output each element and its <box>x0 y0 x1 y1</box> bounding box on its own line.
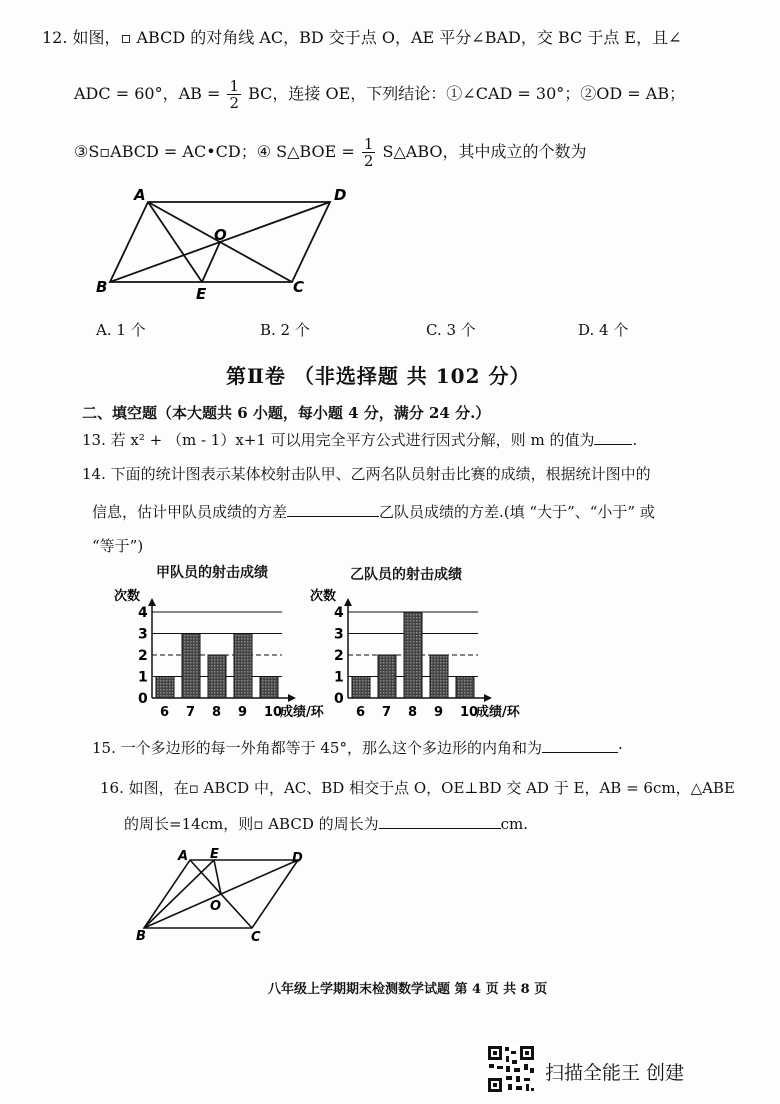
label-E-2: E <box>210 848 219 862</box>
bar <box>430 655 448 698</box>
chart-yi-title: 乙队员的射击成绩 <box>350 567 462 583</box>
x-tick-label: 8 <box>212 705 222 720</box>
q16-blank <box>379 814 501 829</box>
q15-end: · <box>617 739 623 757</box>
q14-line1: 14. 下面的统计图表示某体校射击队甲、乙两名队员射击比赛的成绩，根据统计图中的 <box>82 465 651 483</box>
label-D-2: D <box>292 851 303 866</box>
label-C-2: C <box>251 930 261 945</box>
bar <box>260 677 278 699</box>
bar <box>378 655 396 698</box>
segment-be <box>144 860 214 928</box>
q12-line3a: ③S▫ABCD = AC•CD；④ S△BOE = <box>74 142 355 161</box>
bar <box>352 677 370 699</box>
q16-line1: 16. 如图，在▫ ABCD 中，AC、BD 相交于点 O，OE⊥BD 交 AD 于 E，AB = 6cm，△ABE <box>100 779 735 797</box>
fraction-half-2: $\frac{1}{2}$ <box>363 135 374 170</box>
x-tick-label: 9 <box>238 705 248 720</box>
bar <box>156 677 174 699</box>
bar <box>208 655 226 698</box>
bar <box>456 677 474 699</box>
q12-parallelogram-figure <box>90 180 370 305</box>
option-d: D. 4 个 <box>578 321 629 339</box>
y-tick-label: 2 <box>334 648 344 664</box>
x-tick-label: 7 <box>186 705 196 720</box>
q12-line3 <box>74 136 587 169</box>
label-C: C <box>293 278 305 296</box>
y-tick-label: 3 <box>138 626 148 643</box>
q15-text: 15. 一个多边形的每一外角都等于 45°，那么这个多边形的内角和为 <box>92 739 542 757</box>
part2-title: 第Ⅱ卷 （非选择题 共 102 分） <box>226 364 531 388</box>
label-O-2: O <box>210 899 222 914</box>
y-tick-label: 4 <box>334 605 344 621</box>
q16-parallelogram-figure <box>132 848 312 948</box>
label-B-2: B <box>136 929 146 944</box>
x-tick-label: 10 <box>460 705 479 720</box>
x-axis-label: 成绩/环 <box>280 705 324 720</box>
q14-line3: “等于”) <box>92 537 144 555</box>
q12-line2a: ADC = 60°，AB = <box>74 84 221 103</box>
y-tick-label: 3 <box>334 626 344 643</box>
segment-ae <box>148 202 202 282</box>
q16-line2b: cm. <box>500 815 529 833</box>
label-O: O <box>214 226 227 244</box>
q15-blank <box>542 738 618 753</box>
q12-line1: 12. 如图，▫ ABCD 的对角线 AC，BD 交于点 O，AE 平分∠BAD，交 BC 于点 E，且∠ <box>42 28 682 47</box>
qr-code-icon <box>486 1044 536 1094</box>
q13 <box>82 430 637 450</box>
y-tick-label: 1 <box>334 669 344 686</box>
x-tick-label: 6 <box>160 705 170 720</box>
bar <box>234 634 252 699</box>
x-axis-label: 成绩/环 <box>476 705 520 720</box>
y-axis-arrow <box>344 598 352 606</box>
y-axis-label: 次数 <box>310 589 337 604</box>
q14-line2a: 信息，估计甲队员成绩的方差 <box>92 503 288 521</box>
chart-jia-title: 甲队员的射击成绩 <box>156 565 268 581</box>
x-tick-label: 8 <box>408 705 418 720</box>
x-tick-label: 10 <box>264 705 283 720</box>
chart-yi <box>308 584 530 720</box>
q14-blank <box>287 502 379 517</box>
q12-line2 <box>74 78 685 111</box>
y-tick-label: 0 <box>138 691 148 707</box>
q13-text: 13. 若 x² + （m - 1）x+1 可以用完全平方公式进行因式分解，则 m 的值为 <box>82 431 595 449</box>
label-B: B <box>96 278 108 296</box>
label-A: A <box>134 186 146 204</box>
x-tick-label: 6 <box>356 705 366 720</box>
x-axis-arrow <box>484 694 492 702</box>
option-b: B. 2 个 <box>260 321 310 339</box>
x-tick-label: 9 <box>434 705 444 720</box>
q12-line2b: BC，连接 OE，下列结论：①∠CAD = 30°；②OD = AB； <box>248 84 686 103</box>
x-tick-label: 7 <box>382 705 392 720</box>
y-axis-label: 次数 <box>114 589 141 604</box>
bar <box>404 612 422 698</box>
q14-line2b: 乙队员成绩的方差.(填 “大于”、“小于” 或 <box>379 503 655 521</box>
q12-line3b: S△ABO，其中成立的个数为 <box>382 142 587 161</box>
option-c: C. 3 个 <box>426 321 476 339</box>
chart-jia <box>112 584 337 720</box>
bar <box>182 634 200 699</box>
y-tick-label: 2 <box>138 648 148 664</box>
q13-end: . <box>632 431 638 449</box>
q14-line2 <box>92 502 655 522</box>
label-D: D <box>334 186 347 204</box>
x-axis-arrow <box>288 694 296 702</box>
y-axis-arrow <box>148 598 156 606</box>
page-footer: 八年级上学期期末检测数学试题 第 4 页 共 8 页 <box>268 982 548 997</box>
y-tick-label: 0 <box>334 691 344 707</box>
fraction-half: $\frac{1}{2}$ <box>229 77 240 112</box>
q13-blank <box>594 430 632 445</box>
option-a: A. 1 个 <box>96 321 146 339</box>
q16-line2a: 的周长=14cm，则▫ ABCD 的周长为 <box>124 815 379 833</box>
segment-oe-2 <box>214 860 221 894</box>
q15 <box>92 738 623 758</box>
label-E: E <box>196 285 207 303</box>
scanner-watermark: 扫描全能王 创建 <box>545 1062 685 1084</box>
section-fill-blank: 二、填空题（本大题共 6 小题，每小题 4 分，满分 24 分.） <box>82 404 491 422</box>
q16-line2 <box>124 814 528 834</box>
label-A-2: A <box>178 849 189 864</box>
y-tick-label: 1 <box>138 669 148 686</box>
y-tick-label: 4 <box>138 605 148 621</box>
